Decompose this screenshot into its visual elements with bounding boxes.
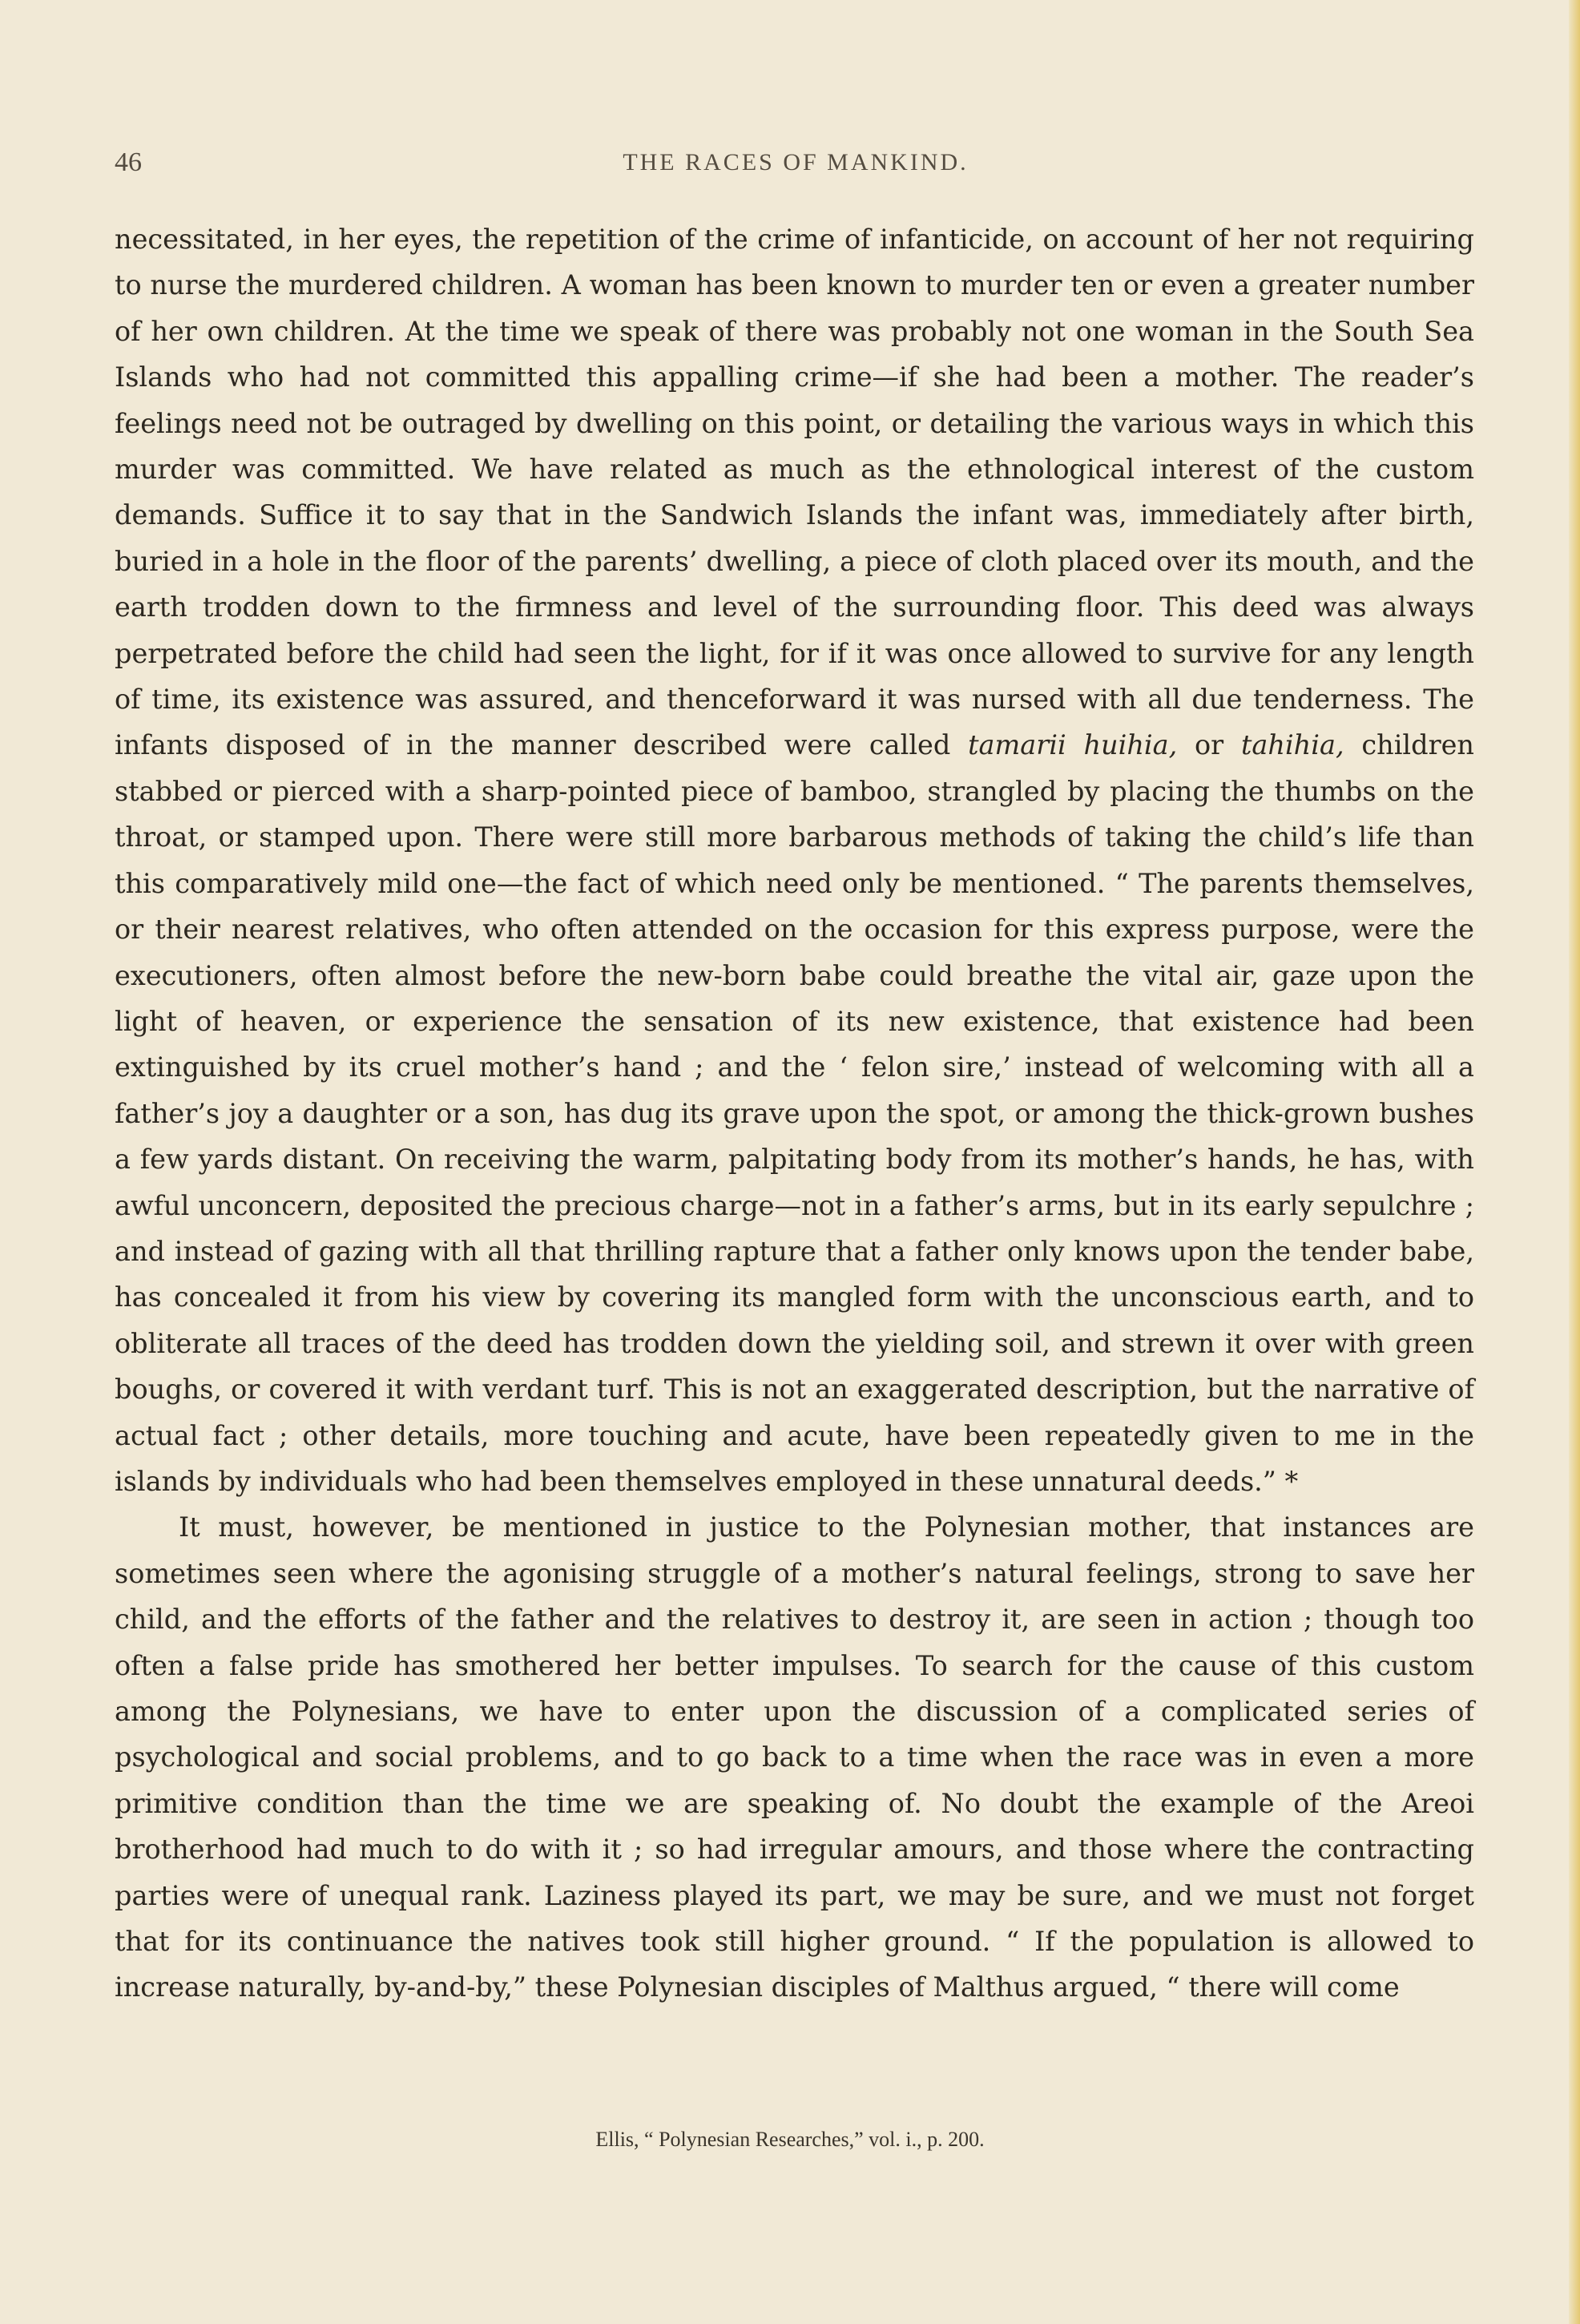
page-number: 46 [115, 147, 142, 177]
text-run: It must, however, be mentioned in justice to the Polynesian mother, that instances are sometimes seen where the agonising struggle of a mother’s natural feelings, strong to save her child, and the efforts of the father and the relatives to destroy it, are seen in action ; though too often a false pride has smothered her better impulses. To search for the cause of this custom among the Polynesians, we have to enter upon the discussion of a complicated series of psychological and social problems, and to go back to a time when the race was in even a more primitive condition than the time we are speaking of. No doubt the example of the Areoi brotherhood had much to do with it ; so had irregular amours, and those where the contracting parties were of unequal rank. Laziness played its part, we may be sure, and we must not forget that for its continuance the natives took still higher ground. “ If the population is allowed to increase naturally, by-and-by,” these Polynesian disciples of Malthus argued, “ there will come [115, 1511, 1474, 2003]
page-edge [1569, 0, 1580, 2324]
italic-term-tahihia: tahihia, [1240, 729, 1344, 761]
text-run: children stabbed or pierced with a sharp-pointed piece of bamboo, strangled by placing the thumbs on the throat, or stamped upon. There were still more barbarous methods of taking the child’s life than this comparatively mild one—the fact of which need only be mentioned. “ The parents themselves, or their nearest relatives, who often attended on the occasion for this express purpose, were the executioners, often almost before the new-born babe could breathe the vital air, gaze upon the light of heaven, or experience the sensation of its new existence, that existence had been extinguished by its cruel mother’s hand ; and the ‘ felon sire,’ instead of welcoming with all a father’s joy a daughter or a son, has dug its grave upon the spot, or among the thick-grown bushes a few yards distant. On receiving the warm, palpitating body from its mother’s hands, he has, with awful unconcern, deposited the precious charge—not in a father’s arms, but in its early sepulchre ; and instead of gazing with all that thrilling rapture that a father only knows upon the tender babe, has concealed it from his view by covering its mangled form with the unconscious earth, and to obliterate all traces of the deed has trodden down the yielding soil, and strewn it over with green boughs, or covered it with verdant turf. This is not an exaggerated description, but the narrative of actual fact ; other details, more touching and acute, have been repeatedly given to me in the islands by individuals who had been themselves employed in these unnatural deeds.” * [115, 729, 1474, 1497]
page-header [115, 147, 1477, 188]
footnote: Ellis, “ Polynesian Researches,” vol. i., p. 200. [595, 2128, 985, 2151]
body-text [115, 216, 1474, 2011]
italic-term-tamarii-huihia: tamarii huihia, [968, 729, 1178, 761]
text-run: necessitated, in her eyes, the repetition of the crime of infanticide, on account of her not requiring to nurse the murdered children. A woman has been known to murder ten or even a greater number of her own children. At the time we speak of there was probably not one woman in the South Sea Islands who had not committed this appalling crime—if she had been a mother. The reader’s feelings need not be outraged by dwelling on this point, or detailing the various ways in which this murder was committed. We have related as much as the ethnological interest of the custom demands. Suffice it to say that in the Sandwich Islands the infant was, immediately after birth, buried in a hole in the floor of the parents’ dwelling, a piece of cloth placed over its mouth, and the earth trodden down to the firmness and level of the surrounding floor. This deed was always perpetrated before the child had seen the light, for if it was once allowed to survive for any length of time, its existence was assured, and thenceforward it was nursed with all due tenderness. The infants disposed of in the manner described were called [115, 224, 1474, 761]
paragraph-1 [115, 216, 1474, 1504]
text-run: or [1177, 729, 1241, 761]
running-head: THE RACES OF MANKIND. [623, 149, 969, 176]
paragraph-2 [115, 1504, 1474, 2010]
